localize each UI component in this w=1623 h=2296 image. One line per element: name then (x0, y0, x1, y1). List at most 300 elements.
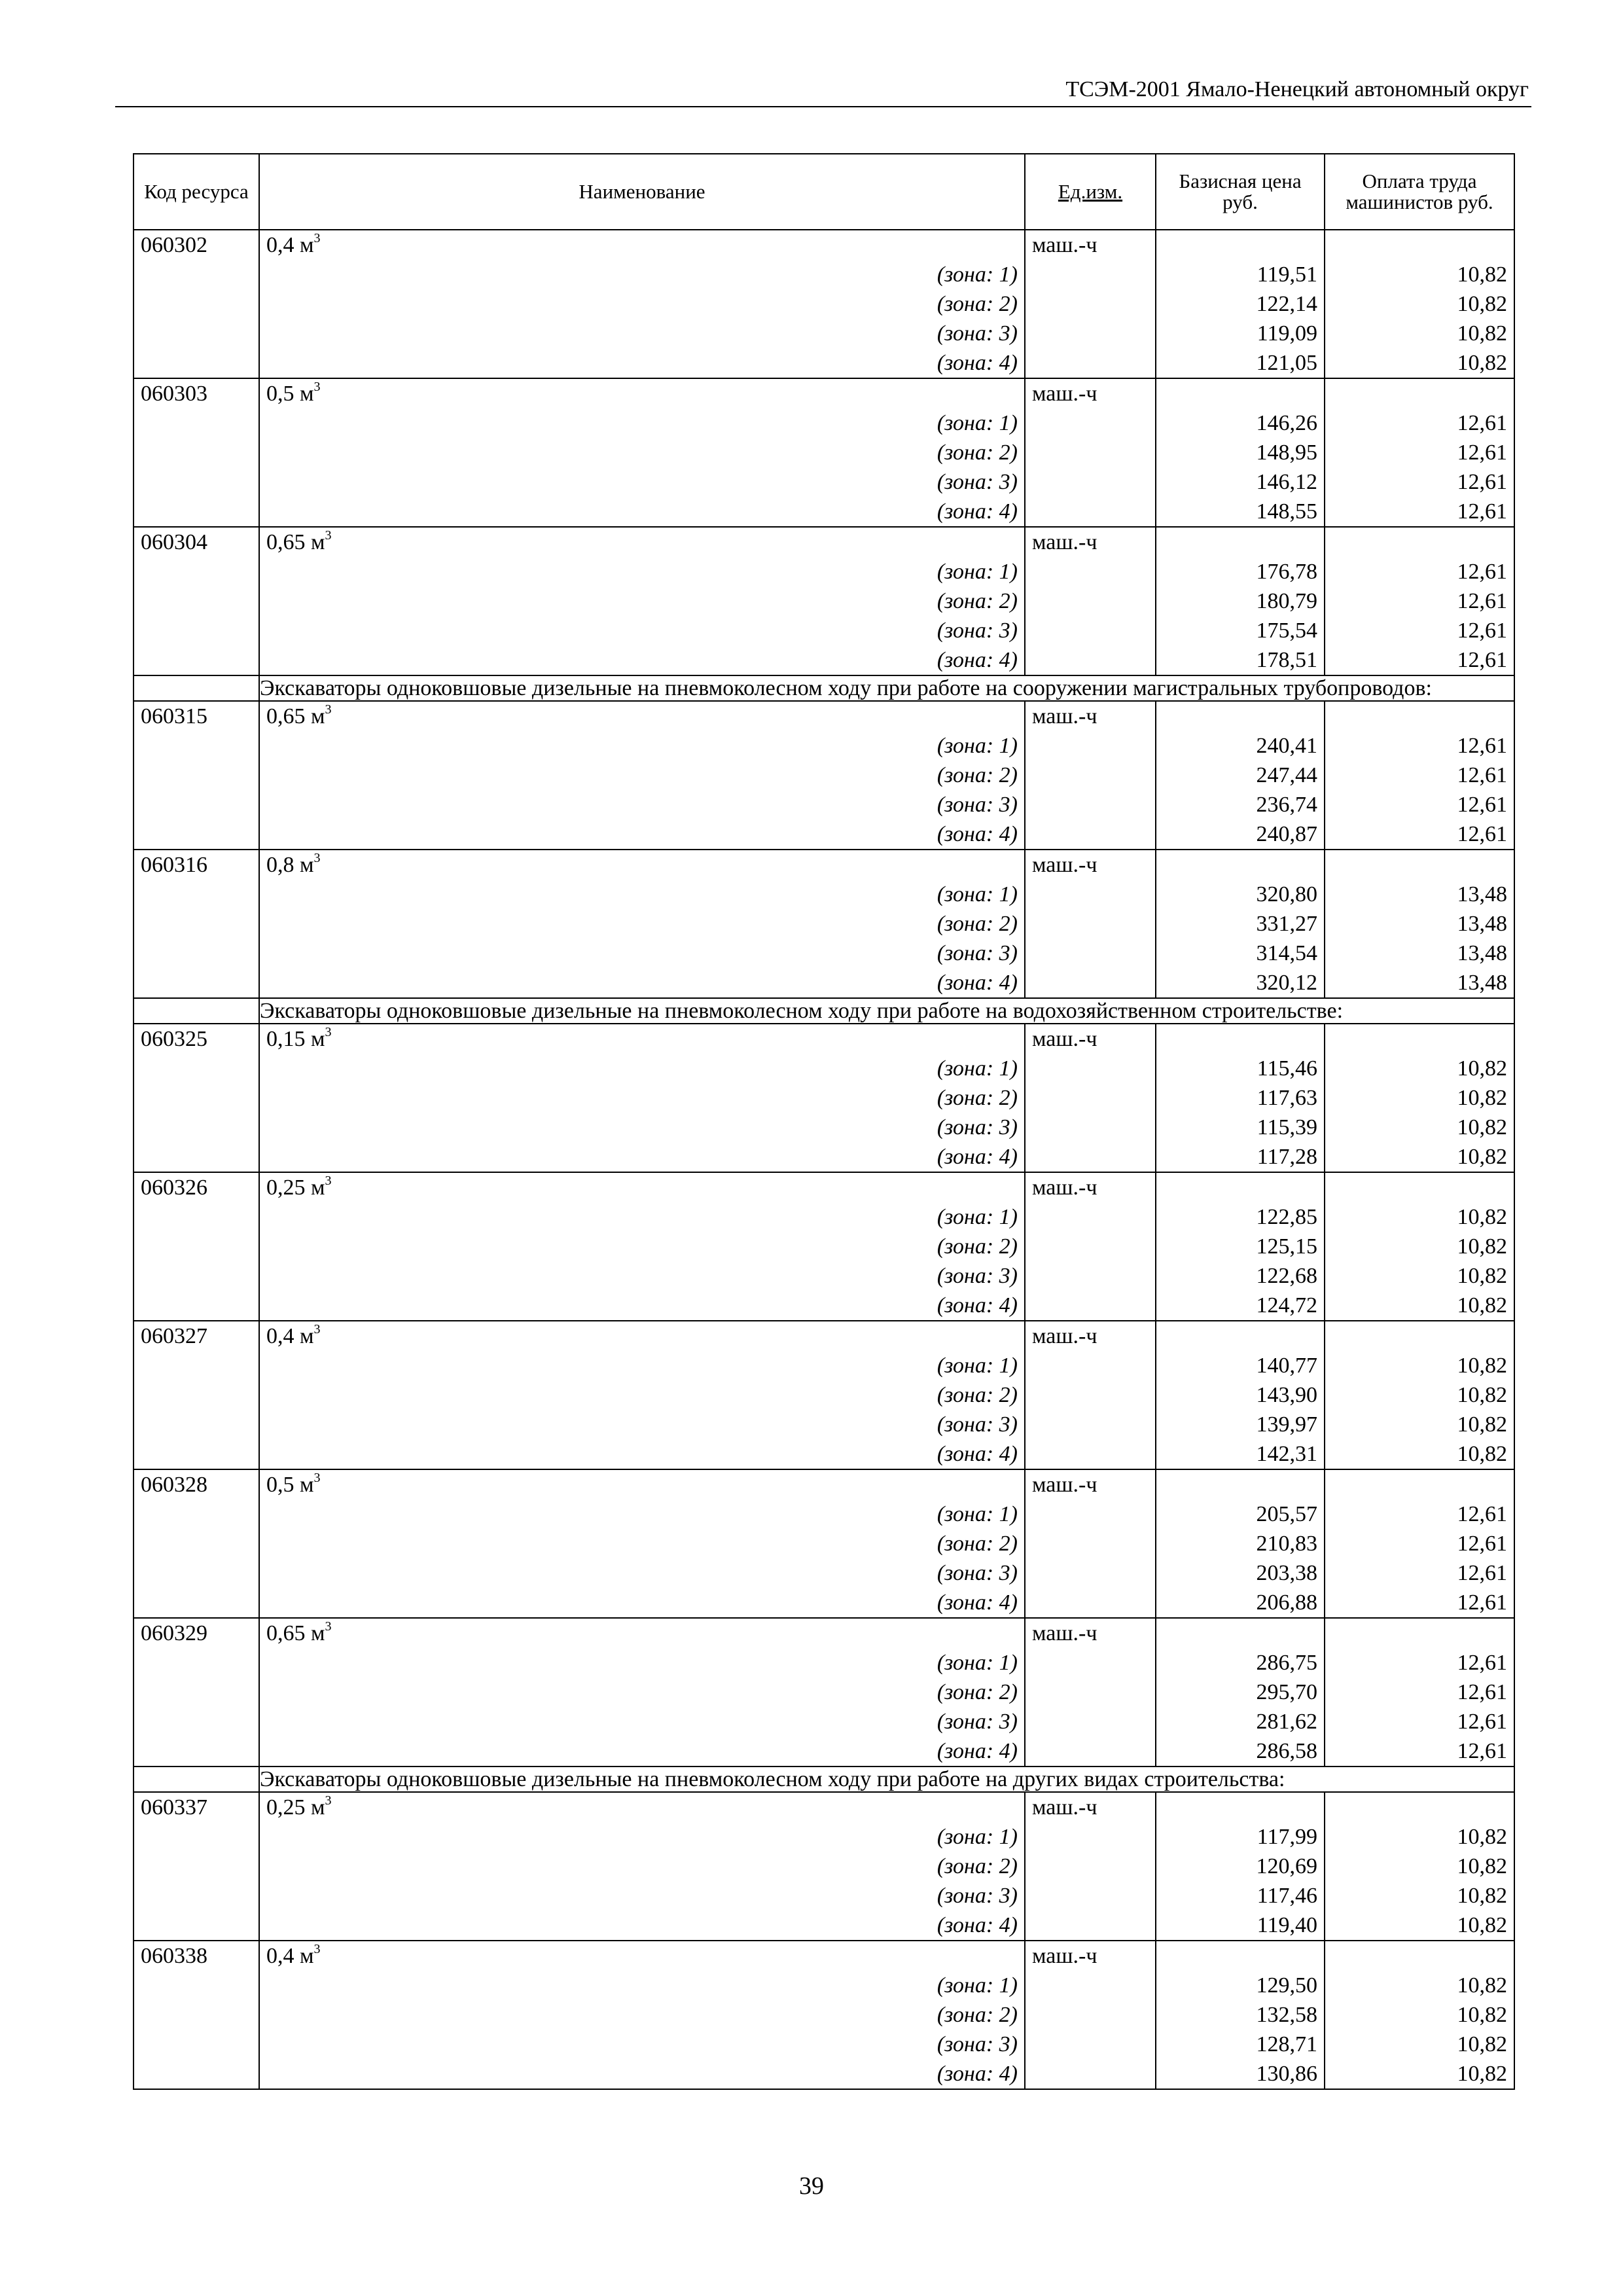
zone-label: (зона: 4) (259, 2059, 1025, 2089)
price-empty (1156, 1469, 1325, 1499)
code-empty (134, 1881, 259, 1910)
col-name-header: Наименование (259, 154, 1025, 230)
zone-row (134, 497, 1514, 527)
operator-wage: 10,82 (1325, 1822, 1514, 1852)
zone-label: (зона: 2) (259, 438, 1025, 467)
group-code-cell (134, 675, 259, 701)
code-empty (134, 1083, 259, 1113)
operator-wage: 10,82 (1325, 1113, 1514, 1142)
code-empty (134, 557, 259, 586)
operator-wage: 12,61 (1325, 1558, 1514, 1588)
base-price: 240,87 (1156, 819, 1325, 850)
operator-wage: 10,82 (1325, 1232, 1514, 1261)
resource-capacity (259, 850, 1025, 880)
operator-wage: 10,82 (1325, 1881, 1514, 1910)
col-unit-header: Ед.изм. (1025, 154, 1156, 230)
base-price: 117,28 (1156, 1142, 1325, 1172)
col-code-header: Код ресурса (134, 154, 259, 230)
unit-empty (1025, 586, 1156, 616)
unit-empty (1025, 1142, 1156, 1172)
zone-row (134, 731, 1514, 761)
zone-label: (зона: 3) (259, 616, 1025, 645)
wage-empty (1325, 1469, 1514, 1499)
operator-wage: 12,61 (1325, 1588, 1514, 1618)
zone-row (134, 909, 1514, 939)
resource-price-table (133, 153, 1515, 2090)
zone-label: (зона: 1) (259, 408, 1025, 438)
unit-empty (1025, 497, 1156, 527)
operator-wage: 10,82 (1325, 1142, 1514, 1172)
price-empty (1156, 527, 1325, 557)
operator-wage: 12,61 (1325, 790, 1514, 819)
resource-capacity (259, 1792, 1025, 1822)
unit-empty (1025, 1677, 1156, 1707)
code-empty (134, 497, 259, 527)
zone-label: (зона: 4) (259, 1910, 1025, 1941)
unit-empty (1025, 2030, 1156, 2059)
unit-empty (1025, 1054, 1156, 1083)
running-header (115, 73, 1531, 107)
unit-empty (1025, 1822, 1156, 1852)
resource-unit: маш.-ч (1025, 1172, 1156, 1202)
zone-label: (зона: 2) (259, 1083, 1025, 1113)
code-empty (134, 260, 259, 289)
base-price: 180,79 (1156, 586, 1325, 616)
base-price: 128,71 (1156, 2030, 1325, 2059)
unit-empty (1025, 968, 1156, 998)
code-empty (134, 1971, 259, 2000)
operator-wage: 10,82 (1325, 1054, 1514, 1083)
resource-row (134, 1172, 1514, 1202)
code-empty (134, 1054, 259, 1083)
code-empty (134, 1529, 259, 1558)
operator-wage: 13,48 (1325, 968, 1514, 998)
operator-wage: 10,82 (1325, 289, 1514, 319)
zone-row (134, 616, 1514, 645)
wage-empty (1325, 1941, 1514, 1971)
unit-empty (1025, 880, 1156, 909)
resource-row (134, 850, 1514, 880)
resource-row (134, 1941, 1514, 1971)
unit-empty (1025, 2059, 1156, 2089)
operator-wage: 13,48 (1325, 939, 1514, 968)
zone-label: (зона: 4) (259, 497, 1025, 527)
base-price: 331,27 (1156, 909, 1325, 939)
price-empty (1156, 230, 1325, 260)
wage-empty (1325, 1618, 1514, 1648)
wage-empty (1325, 701, 1514, 731)
operator-wage: 12,61 (1325, 1499, 1514, 1529)
operator-wage: 10,82 (1325, 1291, 1514, 1321)
zone-row (134, 1202, 1514, 1232)
resource-row (134, 1792, 1514, 1822)
zone-row (134, 1380, 1514, 1410)
operator-wage: 12,61 (1325, 645, 1514, 675)
zone-label: (зона: 2) (259, 1852, 1025, 1881)
zone-row (134, 1083, 1514, 1113)
resource-code: 060303 (134, 378, 259, 408)
group-code-cell (134, 1767, 259, 1792)
unit-empty (1025, 1232, 1156, 1261)
base-price: 148,95 (1156, 438, 1325, 467)
zone-row (134, 1142, 1514, 1172)
cube-superscript: 3 (313, 1942, 321, 1956)
zone-row (134, 2059, 1514, 2089)
base-price: 117,63 (1156, 1083, 1325, 1113)
price-empty (1156, 378, 1325, 408)
code-empty (134, 289, 259, 319)
zone-row (134, 819, 1514, 850)
operator-wage: 10,82 (1325, 1410, 1514, 1439)
code-empty (134, 586, 259, 616)
operator-wage: 10,82 (1325, 260, 1514, 289)
code-empty (134, 2030, 259, 2059)
group-header-row (134, 1767, 1514, 1792)
zone-label: (зона: 3) (259, 790, 1025, 819)
resource-capacity (259, 1618, 1025, 1648)
cube-superscript: 3 (325, 1174, 332, 1188)
base-price: 236,74 (1156, 790, 1325, 819)
unit-empty (1025, 1202, 1156, 1232)
capacity-value: 0,25 м (266, 1175, 325, 1200)
code-empty (134, 408, 259, 438)
zone-row (134, 790, 1514, 819)
code-empty (134, 1351, 259, 1380)
resource-unit: маш.-ч (1025, 1024, 1156, 1054)
resource-unit: маш.-ч (1025, 527, 1156, 557)
zone-row (134, 1736, 1514, 1767)
base-price: 320,80 (1156, 880, 1325, 909)
operator-wage: 12,61 (1325, 438, 1514, 467)
base-price: 140,77 (1156, 1351, 1325, 1380)
zone-row (134, 1261, 1514, 1291)
unit-empty (1025, 1410, 1156, 1439)
zone-row (134, 1439, 1514, 1469)
unit-empty (1025, 408, 1156, 438)
base-price: 130,86 (1156, 2059, 1325, 2089)
base-price: 148,55 (1156, 497, 1325, 527)
base-price: 119,09 (1156, 319, 1325, 348)
operator-wage: 10,82 (1325, 1971, 1514, 2000)
operator-wage: 10,82 (1325, 2000, 1514, 2030)
cube-superscript: 3 (313, 1471, 321, 1485)
operator-wage: 10,82 (1325, 1852, 1514, 1881)
code-empty (134, 645, 259, 675)
code-empty (134, 1202, 259, 1232)
unit-empty (1025, 1083, 1156, 1113)
code-empty (134, 968, 259, 998)
code-empty (134, 1291, 259, 1321)
operator-wage: 10,82 (1325, 1439, 1514, 1469)
unit-empty (1025, 1971, 1156, 2000)
resource-capacity (259, 1321, 1025, 1351)
group-title: Экскаваторы одноковшовые дизельные на пневмоколесном ходу при работе на сооружении магистральных трубопроводов: (259, 675, 1514, 701)
col-wage-header: Оплата труда машинистов руб. (1325, 154, 1514, 230)
resource-code: 060304 (134, 527, 259, 557)
resource-unit: маш.-ч (1025, 1941, 1156, 1971)
zone-label: (зона: 3) (259, 1113, 1025, 1142)
unit-empty (1025, 1529, 1156, 1558)
zone-label: (зона: 3) (259, 1261, 1025, 1291)
unit-empty (1025, 348, 1156, 378)
zone-label: (зона: 2) (259, 1529, 1025, 1558)
base-price: 120,69 (1156, 1852, 1325, 1881)
code-empty (134, 909, 259, 939)
unit-empty (1025, 1588, 1156, 1618)
zone-label: (зона: 1) (259, 731, 1025, 761)
zone-label: (зона: 2) (259, 1677, 1025, 1707)
resource-unit: маш.-ч (1025, 1618, 1156, 1648)
resource-row (134, 1024, 1514, 1054)
resource-row (134, 527, 1514, 557)
base-price: 146,12 (1156, 467, 1325, 497)
group-title: Экскаваторы одноковшовые дизельные на пневмоколесном ходу при работе на других видах строительства: (259, 1767, 1514, 1792)
capacity-value: 0,5 м (266, 1473, 314, 1497)
operator-wage: 12,61 (1325, 586, 1514, 616)
operator-wage: 12,61 (1325, 1648, 1514, 1677)
zone-row (134, 968, 1514, 998)
unit-empty (1025, 1113, 1156, 1142)
zone-row (134, 1054, 1514, 1083)
code-empty (134, 1822, 259, 1852)
page-number: 39 (799, 2172, 824, 2200)
base-price: 146,26 (1156, 408, 1325, 438)
code-empty (134, 616, 259, 645)
unit-empty (1025, 761, 1156, 790)
resource-capacity (259, 1172, 1025, 1202)
base-price: 281,62 (1156, 1707, 1325, 1736)
resource-code: 060315 (134, 701, 259, 731)
code-empty (134, 790, 259, 819)
operator-wage: 10,82 (1325, 319, 1514, 348)
zone-label: (зона: 3) (259, 939, 1025, 968)
operator-wage: 10,82 (1325, 1261, 1514, 1291)
wage-empty (1325, 230, 1514, 260)
zone-label: (зона: 4) (259, 819, 1025, 850)
operator-wage: 10,82 (1325, 2059, 1514, 2089)
zone-label: (зона: 4) (259, 1439, 1025, 1469)
unit-empty (1025, 557, 1156, 586)
operator-wage: 12,61 (1325, 819, 1514, 850)
zone-label: (зона: 3) (259, 2030, 1025, 2059)
zone-row (134, 1648, 1514, 1677)
cube-superscript: 3 (313, 380, 321, 394)
operator-wage: 12,61 (1325, 408, 1514, 438)
resource-unit: маш.-ч (1025, 1792, 1156, 1822)
zone-row (134, 1588, 1514, 1618)
base-price: 121,05 (1156, 348, 1325, 378)
code-empty (134, 467, 259, 497)
base-price: 286,58 (1156, 1736, 1325, 1767)
base-price: 240,41 (1156, 731, 1325, 761)
wage-empty (1325, 1172, 1514, 1202)
wage-empty (1325, 378, 1514, 408)
resource-row (134, 230, 1514, 260)
cube-superscript: 3 (325, 1025, 332, 1039)
zone-row (134, 289, 1514, 319)
cube-superscript: 3 (325, 702, 332, 717)
base-price: 176,78 (1156, 557, 1325, 586)
unit-empty (1025, 1881, 1156, 1910)
capacity-value: 0,25 м (266, 1795, 325, 1820)
resource-capacity (259, 1024, 1025, 1054)
group-header-row (134, 675, 1514, 701)
price-empty (1156, 850, 1325, 880)
base-price: 320,12 (1156, 968, 1325, 998)
zone-row (134, 586, 1514, 616)
resource-capacity (259, 230, 1025, 260)
resource-code: 060316 (134, 850, 259, 880)
base-price: 203,38 (1156, 1558, 1325, 1588)
zone-label: (зона: 4) (259, 348, 1025, 378)
zone-row (134, 408, 1514, 438)
base-price: 142,31 (1156, 1439, 1325, 1469)
zone-label: (зона: 4) (259, 1588, 1025, 1618)
code-empty (134, 1499, 259, 1529)
operator-wage: 12,61 (1325, 1707, 1514, 1736)
zone-row (134, 645, 1514, 675)
operator-wage: 10,82 (1325, 348, 1514, 378)
base-price: 115,46 (1156, 1054, 1325, 1083)
zone-row (134, 761, 1514, 790)
unit-empty (1025, 790, 1156, 819)
zone-row (134, 939, 1514, 968)
base-price: 286,75 (1156, 1648, 1325, 1677)
zone-row (134, 1707, 1514, 1736)
resource-unit: маш.-ч (1025, 701, 1156, 731)
group-title: Экскаваторы одноковшовые дизельные на пневмоколесном ходу при работе на водохозяйственном строительстве: (259, 998, 1514, 1024)
col-price-header: Базисная цена руб. (1156, 154, 1325, 230)
zone-label: (зона: 1) (259, 1054, 1025, 1083)
base-price: 117,46 (1156, 1881, 1325, 1910)
zone-row (134, 1529, 1514, 1558)
zone-label: (зона: 2) (259, 289, 1025, 319)
cube-superscript: 3 (313, 231, 321, 245)
resource-code: 060326 (134, 1172, 259, 1202)
base-price: 314,54 (1156, 939, 1325, 968)
unit-empty (1025, 1380, 1156, 1410)
operator-wage: 12,61 (1325, 761, 1514, 790)
base-price: 122,85 (1156, 1202, 1325, 1232)
zone-label: (зона: 4) (259, 1291, 1025, 1321)
resource-code: 060329 (134, 1618, 259, 1648)
unit-empty (1025, 1439, 1156, 1469)
resource-code: 060338 (134, 1941, 259, 1971)
resource-row (134, 1321, 1514, 1351)
zone-row (134, 1852, 1514, 1881)
code-empty (134, 880, 259, 909)
resource-code: 060302 (134, 230, 259, 260)
zone-row (134, 2000, 1514, 2030)
operator-wage: 12,61 (1325, 731, 1514, 761)
resource-row (134, 701, 1514, 731)
unit-empty (1025, 1499, 1156, 1529)
group-code-cell (134, 998, 259, 1024)
base-price: 119,40 (1156, 1910, 1325, 1941)
zone-row (134, 1351, 1514, 1380)
base-price: 117,99 (1156, 1822, 1325, 1852)
wage-empty (1325, 527, 1514, 557)
zone-label: (зона: 2) (259, 2000, 1025, 2030)
zone-label: (зона: 4) (259, 1142, 1025, 1172)
code-empty (134, 1648, 259, 1677)
zone-label: (зона: 2) (259, 1380, 1025, 1410)
code-empty (134, 1232, 259, 1261)
base-price: 124,72 (1156, 1291, 1325, 1321)
zone-label: (зона: 3) (259, 1881, 1025, 1910)
capacity-value: 0,8 м (266, 853, 314, 877)
price-empty (1156, 1792, 1325, 1822)
code-empty (134, 1588, 259, 1618)
code-empty (134, 1677, 259, 1707)
cube-superscript: 3 (325, 528, 332, 543)
zone-label: (зона: 2) (259, 761, 1025, 790)
code-empty (134, 1707, 259, 1736)
unit-empty (1025, 616, 1156, 645)
resource-row (134, 1469, 1514, 1499)
resource-capacity (259, 527, 1025, 557)
price-empty (1156, 1941, 1325, 1971)
zone-label: (зона: 1) (259, 1351, 1025, 1380)
base-price: 247,44 (1156, 761, 1325, 790)
zone-row (134, 1910, 1514, 1941)
resource-capacity (259, 1469, 1025, 1499)
code-empty (134, 1852, 259, 1881)
zone-label: (зона: 1) (259, 1499, 1025, 1529)
zone-label: (зона: 1) (259, 1202, 1025, 1232)
unit-empty (1025, 909, 1156, 939)
zone-row (134, 880, 1514, 909)
capacity-value: 0,4 м (266, 1324, 314, 1348)
code-empty (134, 731, 259, 761)
capacity-value: 0,65 м (266, 1621, 325, 1645)
resource-row (134, 378, 1514, 408)
zone-row (134, 1499, 1514, 1529)
wage-empty (1325, 1321, 1514, 1351)
operator-wage: 10,82 (1325, 1202, 1514, 1232)
code-empty (134, 1439, 259, 1469)
code-empty (134, 2059, 259, 2089)
cube-superscript: 3 (313, 851, 321, 865)
base-price: 129,50 (1156, 1971, 1325, 2000)
unit-empty (1025, 1707, 1156, 1736)
code-empty (134, 1410, 259, 1439)
price-empty (1156, 701, 1325, 731)
zone-label: (зона: 4) (259, 645, 1025, 675)
resource-code: 060327 (134, 1321, 259, 1351)
resource-capacity (259, 701, 1025, 731)
unit-empty (1025, 319, 1156, 348)
code-empty (134, 319, 259, 348)
zone-row (134, 1881, 1514, 1910)
code-empty (134, 819, 259, 850)
base-price: 210,83 (1156, 1529, 1325, 1558)
zone-row (134, 1232, 1514, 1261)
resource-row (134, 1618, 1514, 1648)
zone-row (134, 1971, 1514, 2000)
wage-empty (1325, 1024, 1514, 1054)
base-price: 119,51 (1156, 260, 1325, 289)
unit-empty (1025, 438, 1156, 467)
unit-empty (1025, 1558, 1156, 1588)
capacity-value: 0,65 м (266, 530, 325, 554)
resource-unit: маш.-ч (1025, 230, 1156, 260)
code-empty (134, 939, 259, 968)
base-price: 115,39 (1156, 1113, 1325, 1142)
operator-wage: 13,48 (1325, 909, 1514, 939)
unit-empty (1025, 1291, 1156, 1321)
base-price: 178,51 (1156, 645, 1325, 675)
